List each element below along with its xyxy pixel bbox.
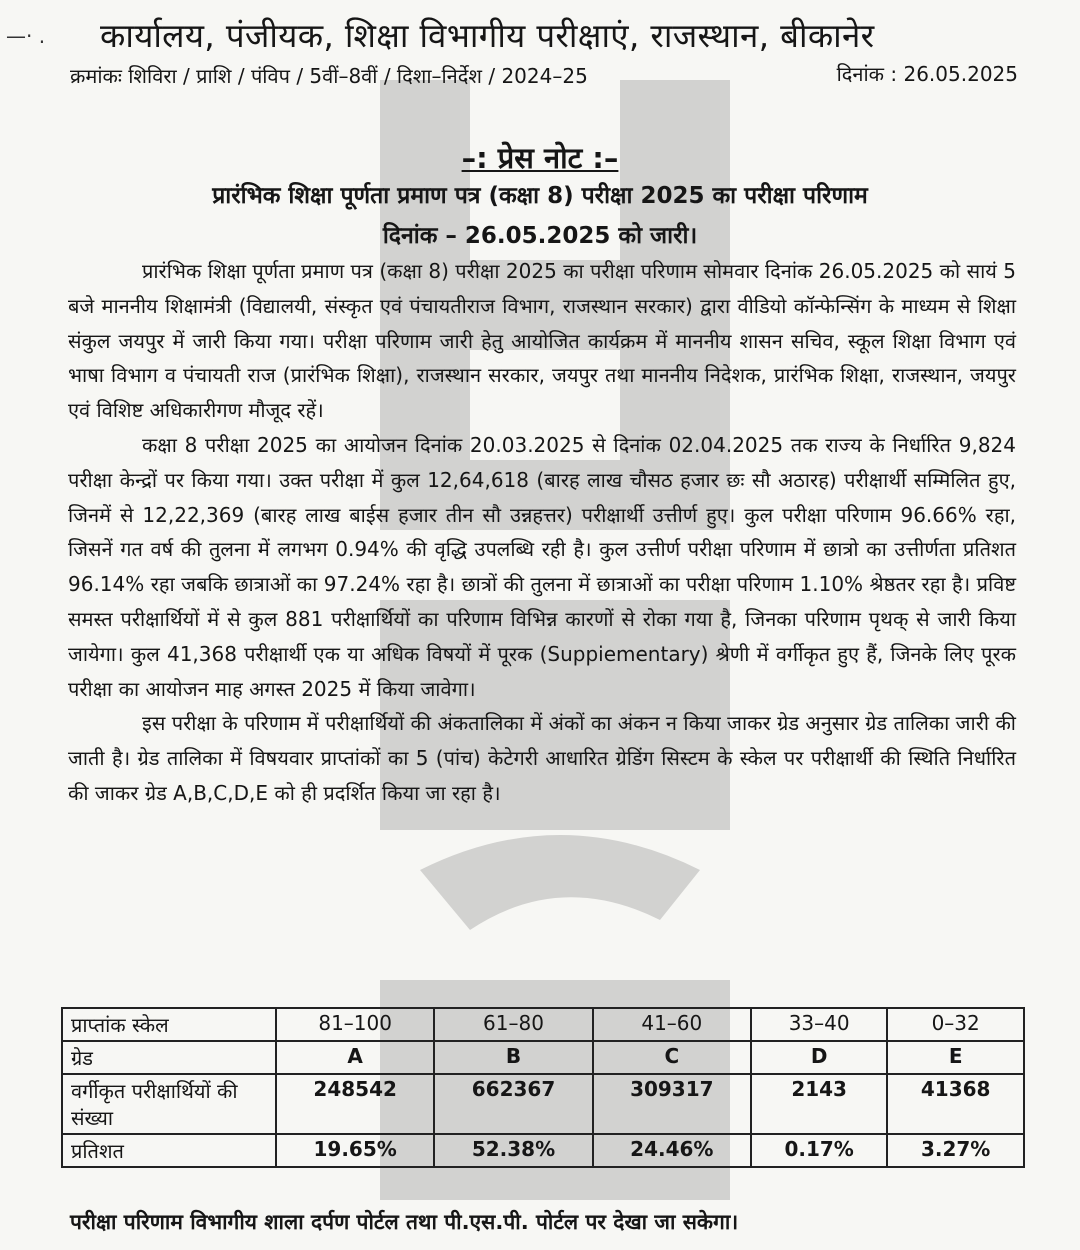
body-text [68,254,1016,811]
percent-cell: 0.17% [751,1134,887,1167]
scale-cell: 41–60 [593,1008,751,1041]
percent-cell: 52.38% [434,1134,592,1167]
subject-line-1: प्रारंभिक शिक्षा पूर्णता प्रमाण पत्र (कक्षा 8) परीक्षा 2025 का परीक्षा परिणाम [212,183,868,209]
percent-row [62,1134,1024,1167]
scale-cell: 61–80 [434,1008,592,1041]
document-date: दिनांक : 26.05.2025 [836,62,1018,86]
press-note-label: –: प्रेस नोट :– [461,141,619,175]
grade-cell: A [276,1041,434,1074]
count-cell: 248542 [276,1074,434,1134]
grade-row [62,1041,1024,1074]
count-row [62,1074,1024,1134]
scale-cell: 33–40 [751,1008,887,1041]
grade-cell: B [434,1041,592,1074]
count-cell: 41368 [887,1074,1024,1134]
grade-table [61,1007,1025,1168]
scale-label: प्राप्तांक स्केल [62,1008,276,1041]
paragraph-2: कक्षा 8 परीक्षा 2025 का आयोजन दिनांक 20.03.2025 से दिनांक 02.04.2025 तक राज्य के निर्धारित 9,824 परीक्षा केन्द्रों पर किया गया। उक्त परीक्षा में कुल 12,64,618 (बारह लाख चौसठ हजार छः सौ अठारह) परीक्षार्थी सम्मिलित हुए, जिनमें से 12,22,369 (बारह लाख बाईस हजार तीन सौ उन्नहत्तर) परीक्षार्थी उत्तीर्ण हुए। कुल परीक्षा परिणाम 96.66% रहा, जिसनें गत वर्ष की तुलना में लगभग 0.94% की वृद्धि उपलब्धि रही है। कुल उत्तीर्ण परीक्षा परिणाम में छात्रो का उत्तीर्णता प्रतिशत 96.14% रहा जबकि छात्राओं का 97.24% रहा है। छात्रों की तुलना में छात्राओं का परीक्षा परिणाम 1.10% श्रेष्ठतर रहा है। प्रविष्ट समस्त परीक्षार्थियों में से कुल 881 परीक्षार्थियों का परिणाम विभिन्न कारणों से रोका गया है, जिनका परिणाम पृथक् से जारी किया जायेगा। कुल 41,368 परीक्षार्थी एक या अधिक विषयों में पूरक (Suppiementary) श्रेणी में वर्गीकृत हुए हैं, जिनके लिए पूरक परीक्षा का आयोजन माह अगस्त 2025 में किया जावेगा। [68,432,1016,701]
percent-cell: 3.27% [887,1134,1024,1167]
scale-row [62,1008,1024,1041]
scale-cell: 0–32 [887,1008,1024,1041]
scale-cell: 81–100 [276,1008,434,1041]
count-cell: 309317 [593,1074,751,1134]
grade-cell: D [751,1041,887,1074]
grade-cell: C [593,1041,751,1074]
percent-cell: 24.46% [593,1134,751,1167]
count-label: वर्गीकृत परीक्षार्थियों की संख्या [62,1074,276,1134]
count-cell: 662367 [434,1074,592,1134]
grade-cell: E [887,1041,1024,1074]
paragraph-1: प्रारंभिक शिक्षा पूर्णता प्रमाण पत्र (कक्षा 8) परीक्षा 2025 का परीक्षा परिणाम सोमवार दिनांक 26.05.2025 को सायं 5 बजे माननीय शिक्षामंत्री (विद्यालयी, संस्कृत एवं पंचायतीराज विभाग, राजस्थान सरकार) द्वारा वीडियो कॉन्फेन्सिंग के माध्यम से शिक्षा संकुल जयपुर में जारी किया गया। परीक्षा परिणाम जारी हेतु आयोजित कार्यक्रम में माननीय शासन सचिव, स्कूल शिक्षा विभाग एवं भाषा विभाग व पंचायती राज (प्रारंभिक शिक्षा), राजस्थान सरकार, जयपुर तथा माननीय निदेशक, प्रारंभिक शिक्षा, राजस्थान, जयपुर एवं विशिष्ट अधिकारीगण मौजूद रहें। [68,259,1016,423]
percent-cell: 19.65% [276,1134,434,1167]
percent-label: प्रतिशत [62,1134,276,1167]
footer-note: परीक्षा परिणाम विभागीय शाला दर्पण पोर्टल तथा पी.एस.पी. पोर्टल पर देखा जा सकेगा। [70,1210,739,1234]
subject-line-2: दिनांक – 26.05.2025 को जारी। [382,223,698,249]
press-note-heading [0,138,1080,177]
subject-heading [60,176,1020,256]
paragraph-3: इस परीक्षा के परिणाम में परीक्षार्थियों की अंकतालिका में अंकों का अंकन न किया जाकर ग्रेड अनुसार ग्रेड तालिका जारी की जाती है। ग्रेड तालिका में विषयवार प्राप्तांकों का 5 (पांच) केटेगरी आधारित ग्रेडिंग सिस्टम के स्केल पर परीक्षार्थी की स्थिति निर्धारित की जाकर ग्रेड A,B,C,D,E को ही प्रदर्शित किया जा रहा है। [68,711,1016,805]
count-cell: 2143 [751,1074,887,1134]
grade-label: ग्रेड [62,1041,276,1074]
office-header: कार्यालय, पंजीयक, शिक्षा विभागीय परीक्षाएं, राजस्थान, बीकानेर [100,16,875,55]
corner-mark: —· . [6,24,46,48]
reference-number: क्रमांकः शिविरा / प्राशि / पंविप / 5वीं–8वीं / दिशा–निर्देश / 2024–25 [70,64,588,88]
